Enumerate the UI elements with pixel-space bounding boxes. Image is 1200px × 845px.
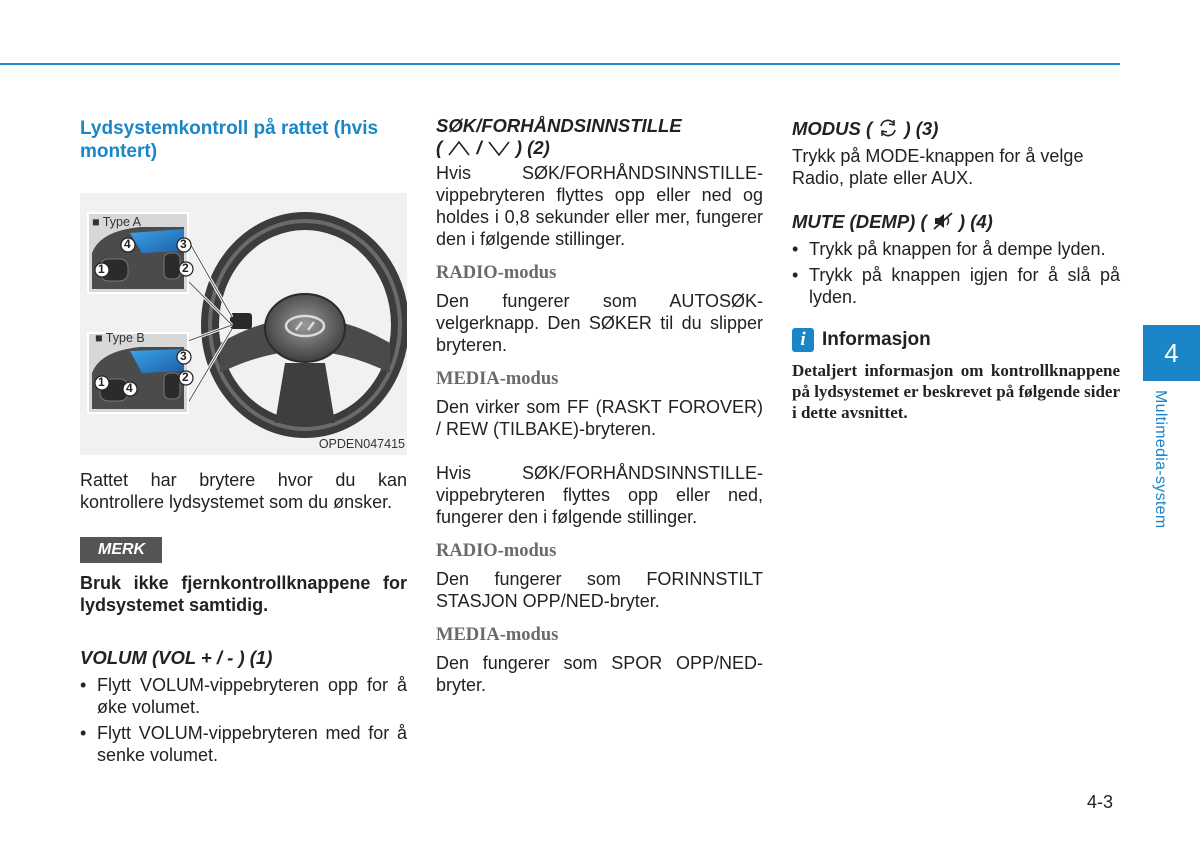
chapter-label: Multimedia-system [1152, 390, 1169, 529]
seek-paragraph-1: Hvis SØK/FORHÅNDSINNSTILLE-vippebryteren flyttes opp eller ned og holdes i 0,8 sekunder eller mer, fungerer den i følgende stillinger. [436, 163, 763, 249]
mute-heading-suffix: ) (4) [958, 211, 993, 232]
mute-heading [792, 211, 1120, 233]
type-a-label: ■ Type A [92, 215, 142, 229]
callout-4: 4 [124, 237, 131, 251]
section-heading: Lydsystemkontroll på rattet (hvis montert) [80, 118, 379, 162]
mute-icon [932, 211, 954, 231]
column-1 [80, 115, 407, 766]
volum-heading: VOLUM (VOL + / - ) (1) [80, 647, 273, 668]
mute-list [792, 238, 1120, 308]
steering-wheel-figure [80, 193, 407, 455]
mute-heading-prefix: MUTE (DEMP) ( [792, 211, 927, 232]
callout-4b: 4 [126, 381, 133, 395]
radio-mode-text: Den fungerer som FORINNSTILT STASJON OPP/NED-bryter. [436, 569, 763, 611]
list-item: • Trykk på knappen igjen for å slå på lyden. [792, 264, 1120, 308]
modus-text: Trykk på MODE-knappen for å velge Radio, plate eller AUX. [792, 146, 1084, 188]
list-item: • Trykk på knappen for å dempe lyden. [792, 238, 1120, 260]
note-badge: MERK [80, 537, 162, 563]
seek-heading-open: ( [436, 137, 448, 158]
callout-2: 2 [182, 261, 189, 275]
seek-heading-line1: SØK/FORHÅNDSINNSTILLE [436, 115, 682, 136]
callout-1: 1 [98, 262, 105, 276]
volum-list [80, 674, 407, 766]
list-item: • Flytt VOLUM-vippebryteren med for å senke volumet. [80, 722, 407, 766]
down-chevron-icon [487, 139, 511, 157]
header-rule [0, 63, 1120, 65]
info-icon: i [792, 328, 814, 352]
figure-code: OPDEN047415 [318, 437, 405, 451]
column-3 [792, 115, 1120, 423]
mode-icon [877, 118, 899, 138]
column-2 [436, 115, 763, 696]
callout-3b: 3 [180, 349, 187, 363]
chapter-tab: 4 [1143, 325, 1200, 381]
up-chevron-icon [447, 139, 471, 157]
type-b-label: ■ Type B [95, 331, 145, 345]
seek-paragraph-2: Hvis SØK/FORHÅNDSINNSTILLE-vippebryteren flyttes opp eller ned, fungerer den i følgende stillinger. [436, 463, 763, 527]
callout-2b: 2 [182, 370, 189, 384]
media-mode-heading: MEDIA-modus [436, 625, 559, 645]
media-mode-text: Den fungerer som SPOR OPP/NED-bryter. [436, 653, 763, 695]
steering-wheel-illustration [80, 193, 407, 455]
seek-heading-suffix: ) (2) [510, 137, 550, 158]
media-mode-text: Den virker som FF (RASKT FOROVER) / REW (TILBAKE)-bryteren. [436, 397, 763, 439]
media-mode-heading: MEDIA-modus [436, 369, 559, 389]
modus-heading-suffix: ) (3) [904, 118, 939, 139]
radio-mode-text: Den fungerer som AUTOSØK-velgerknapp. Den SØKER til du slipper bryteren. [436, 291, 763, 355]
intro-text: Rattet har brytere hvor du kan kontrollere lydsystemet som du ønsker. [80, 470, 407, 512]
seek-heading-slash: / [471, 137, 487, 158]
page-number: 4-3 [1087, 792, 1114, 812]
info-header [792, 328, 1120, 352]
modus-heading [792, 118, 1120, 140]
info-text: Detaljert informasjon om kontrollknappene på lydsystemet er beskrevet på følgende sider i dette avsnittet. [792, 361, 1121, 422]
note-text: Bruk ikke fjernkontrollknappene for lydsystemet samtidig. [80, 573, 407, 615]
callout-1b: 1 [98, 375, 105, 389]
list-item: • Flytt VOLUM-vippebryteren opp for å øke volumet. [80, 674, 407, 718]
seek-heading [436, 115, 763, 159]
radio-mode-heading: RADIO-modus [436, 541, 557, 561]
callout-3: 3 [180, 237, 187, 251]
info-title: Informasjon [822, 329, 931, 350]
radio-mode-heading: RADIO-modus [436, 263, 557, 283]
modus-heading-prefix: MODUS ( [792, 118, 873, 139]
